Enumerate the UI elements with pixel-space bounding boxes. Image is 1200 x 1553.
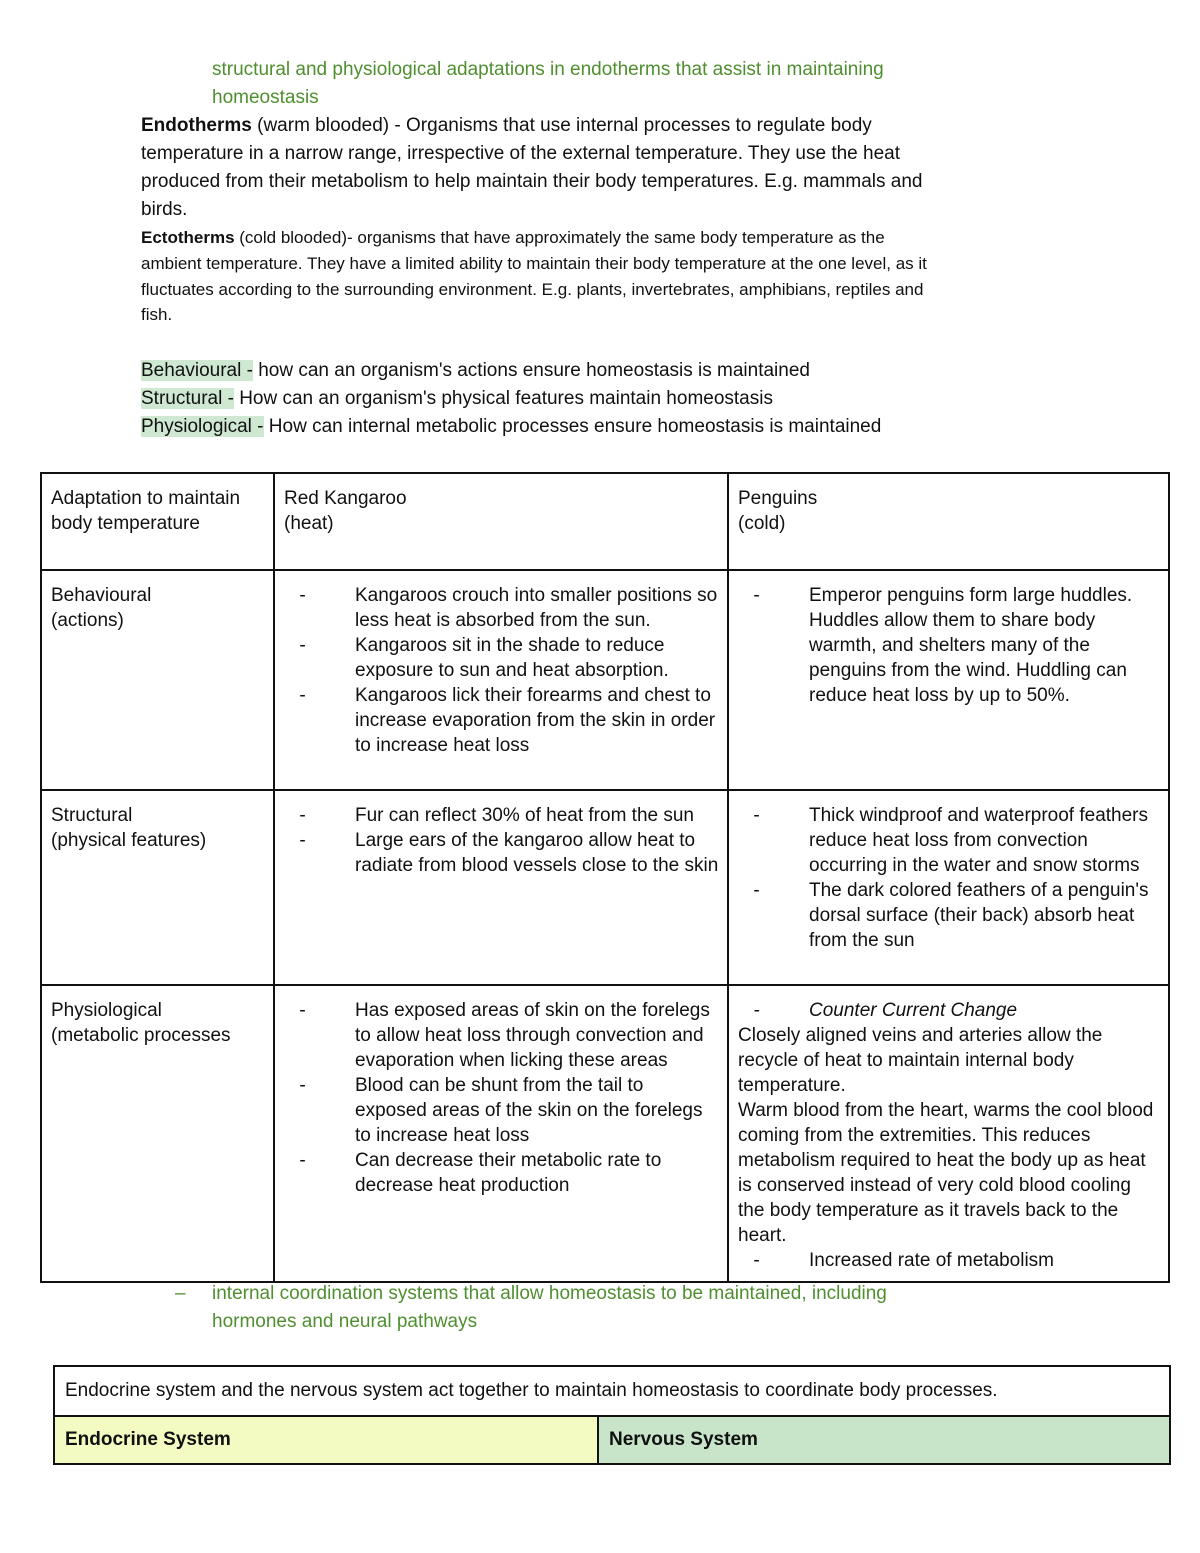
endotherms-term: Endotherms [141, 115, 252, 136]
row-label-behavioural: Behavioural (actions) [41, 570, 274, 790]
list-item: - Emperor penguins form large huddles. Huddles allow them to share body warmth, and shelters many of the penguins from the wind. Huddling can reduce heat loss by up to 50%. [774, 583, 1160, 708]
penguin-behavioural [728, 570, 1169, 790]
table-header-row [41, 473, 1169, 570]
ectotherms-line2: ambient temperature. They have a limited ability to maintain their body temperature at the one level, as it [141, 254, 927, 273]
endotherms-line4: birds. [141, 199, 188, 220]
heading2-line1: internal coordination systems that allow homeostasis to be maintained, including [212, 1283, 887, 1304]
penguin-physiological [728, 985, 1169, 1282]
endotherms-line2: temperature in a narrow range, irrespective of the external temperature. They use the heat [141, 143, 901, 164]
endotherms-line1: Endotherms (warm blooded) - Organisms that use internal processes to regulate body [141, 115, 872, 136]
list-item: - Fur can reflect 30% of heat from the sun [320, 803, 719, 828]
ectotherms-line3: fluctuates according to the surrounding environment. E.g. plants, invertebrates, amphibians, reptiles and [141, 280, 924, 299]
nervous-system-header: Nervous System [598, 1416, 1170, 1464]
table-row [41, 985, 1169, 1282]
kangaroo-behavioural [274, 570, 728, 790]
definition-physiological: Physiological - How can internal metabolic processes ensure homeostasis is maintained [141, 416, 882, 437]
list-item: - Thick windproof and waterproof feathers reduce heat loss from convection occurring in the water and snow storms [774, 803, 1160, 878]
row-label-physiological: Physiological (metabolic processes [41, 985, 274, 1282]
list-item: - Kangaroos crouch into smaller positions so less heat is absorbed from the sun. [320, 583, 719, 633]
list-item: - Kangaroos sit in the shade to reduce exposure to sun and heat absorption. [320, 633, 719, 683]
definition-behavioural: Behavioural - how can an organism's actions ensure homeostasis is maintained [141, 360, 810, 381]
systems-intro: Endocrine system and the nervous system act together to maintain homeostasis to coordinate body processes. [54, 1366, 1170, 1416]
list-item: - The dark colored feathers of a penguin's dorsal surface (their back) absorb heat from the sun [774, 878, 1160, 953]
ectotherms-line4: fish. [141, 305, 173, 324]
heading2-dash: – [175, 1283, 186, 1304]
definition-structural: Structural - How can an organism's physical features maintain homeostasis [141, 388, 773, 409]
list-item: - Large ears of the kangaroo allow heat to radiate from blood vessels close to the skin [320, 828, 719, 878]
list-item: - Kangaroos lick their forearms and chest to increase evaporation from the skin in order to increase heat loss [320, 683, 719, 758]
kangaroo-physiological [274, 985, 728, 1282]
list-item: - Increased rate of metabolism [774, 1248, 1160, 1273]
penguin-structural [728, 790, 1169, 985]
kangaroo-structural [274, 790, 728, 985]
list-item: - Blood can be shunt from the tail to exposed areas of the skin on the forelegs to increase heat loss [320, 1073, 719, 1148]
penguin-paragraph-2: Warm blood from the heart, warms the cool blood coming from the extremities. This reduces metabolism required to heat the body up as heat is conserved instead of very cold blood cooling the body temperature as it travels back to the heart. [738, 1100, 1154, 1246]
systems-table [53, 1365, 1171, 1465]
list-item: - Has exposed areas of skin on the forelegs to allow heat loss through convection and evaporation when licking these areas [320, 998, 719, 1073]
table-row [41, 790, 1169, 985]
row-label-structural: Structural (physical features) [41, 790, 274, 985]
table-row [41, 570, 1169, 790]
section-heading-line2: homeostasis [212, 87, 319, 108]
adaptation-table [40, 472, 1170, 1283]
list-item: - Can decrease their metabolic rate to decrease heat production [320, 1148, 719, 1198]
ectotherms-term: Ectotherms [141, 228, 235, 247]
penguin-paragraph-1: Closely aligned veins and arteries allow the recycle of heat to maintain internal body temperature. [738, 1025, 1103, 1096]
header-kangaroo: Red Kangaroo (heat) [274, 473, 728, 570]
counter-current-heading: - Counter Current Change [774, 998, 1160, 1023]
endocrine-system-header: Endocrine System [54, 1416, 598, 1464]
endotherms-line3: produced from their metabolism to help maintain their body temperatures. E.g. mammals and [141, 171, 923, 192]
section-heading-line1: structural and physiological adaptations in endotherms that assist in maintaining [212, 59, 884, 80]
heading2-line2: hormones and neural pathways [212, 1311, 478, 1332]
header-adaptation: Adaptation to maintain body temperature [41, 473, 274, 570]
header-penguins: Penguins (cold) [728, 473, 1169, 570]
ectotherms-line1: Ectotherms (cold blooded)- organisms that have approximately the same body temperature as the [141, 228, 885, 247]
